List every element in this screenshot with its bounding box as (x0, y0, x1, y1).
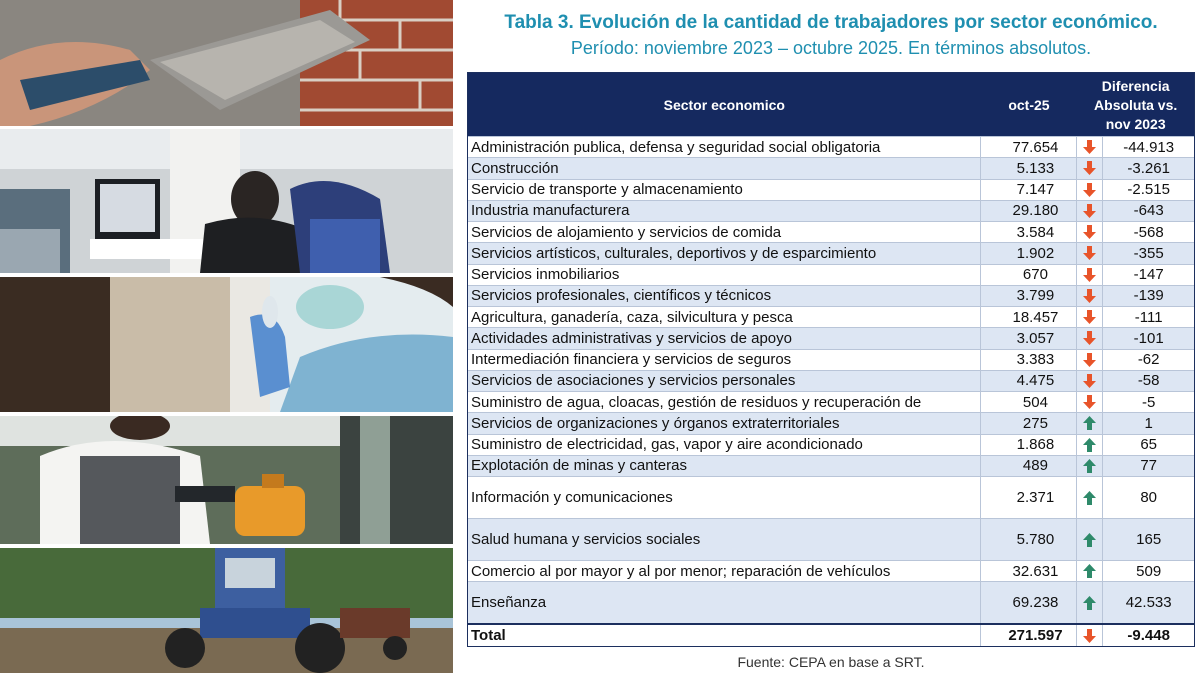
table-row (468, 412, 1194, 433)
oct25-value: 3.383 (981, 350, 1078, 370)
sector-name: Comercio al por mayor y al por menor; reparación de vehículos (468, 561, 981, 581)
table-row (468, 391, 1194, 412)
healthcare-worker-mask-photo (0, 277, 453, 412)
header-sector: Sector economico (663, 96, 785, 113)
diff-value: -3.261 (1127, 159, 1170, 177)
table-total-row (468, 623, 1194, 646)
oct25-value: 1.868 (981, 435, 1078, 455)
sector-name: Salud humana y servicios sociales (468, 519, 981, 560)
header-diff (1077, 73, 1194, 136)
trend-up-icon (1077, 582, 1103, 623)
header-oct25: oct-25 (1008, 96, 1050, 113)
trend-down-icon (1077, 265, 1103, 285)
sector-name: Servicios de organizaciones y órganos extraterritoriales (468, 413, 981, 433)
trend-down-icon (1077, 392, 1103, 412)
oct25-value: 4.475 (981, 371, 1078, 391)
sector-name: Administración publica, defensa y seguridad social obligatoria (468, 137, 981, 157)
table-title (466, 10, 1196, 60)
table-row (468, 455, 1194, 476)
table-row (468, 242, 1194, 263)
table-row (468, 264, 1194, 285)
table-body (468, 136, 1194, 623)
oct25-value: 18.457 (981, 307, 1078, 327)
oct25-value: 3.584 (981, 222, 1078, 242)
trend-down-icon (1077, 137, 1103, 157)
table-row (468, 179, 1194, 200)
sector-name: Enseñanza (468, 582, 981, 623)
table-row (468, 434, 1194, 455)
oct25-value: 29.180 (981, 201, 1078, 221)
diff-value: 1 (1144, 414, 1153, 432)
sector-name: Construcción (468, 158, 981, 178)
total-diff: -9.448 (1127, 627, 1170, 645)
diff-value: -139 (1133, 287, 1164, 305)
diff-value: -5 (1141, 393, 1156, 411)
oct25-value: 5.133 (981, 158, 1078, 178)
sector-name: Servicios de alojamiento y servicios de comida (468, 222, 981, 242)
trend-up-icon (1077, 561, 1103, 581)
oct25-value: 1.902 (981, 243, 1078, 263)
trend-up-icon (1077, 477, 1103, 518)
trend-down-icon (1077, 371, 1103, 391)
oct25-value: 69.238 (981, 582, 1078, 623)
diff-value: -568 (1133, 223, 1164, 241)
table-row (468, 285, 1194, 306)
trend-up-icon (1077, 435, 1103, 455)
oct25-value: 32.631 (981, 561, 1078, 581)
diff-value: 65 (1140, 436, 1157, 454)
oct25-value: 670 (981, 265, 1078, 285)
oct25-value: 2.371 (981, 477, 1078, 518)
diff-value: 77 (1140, 457, 1157, 475)
diff-value: -62 (1137, 351, 1160, 369)
diff-value: 509 (1136, 562, 1162, 580)
oct25-value: 489 (981, 456, 1078, 476)
diff-value: -111 (1134, 308, 1163, 326)
table-row (468, 581, 1194, 623)
sector-name: Explotación de minas y canteras (468, 456, 981, 476)
table-row (468, 200, 1194, 221)
title-line-1: Tabla 3. Evolución de la cantidad de trabajadores por sector económico. (504, 12, 1158, 33)
sector-name: Industria manufacturera (468, 201, 981, 221)
table-header (468, 73, 1194, 136)
sector-name: Servicios inmobiliarios (468, 265, 981, 285)
diff-value: -355 (1133, 244, 1164, 262)
construction-worker-trowel-photo (0, 0, 453, 126)
sector-name: Servicio de transporte y almacenamiento (468, 180, 981, 200)
sector-name: Servicios artísticos, culturales, deportivos y de esparcimiento (468, 243, 981, 263)
diff-value: -147 (1133, 266, 1164, 284)
diff-value: -2.515 (1127, 181, 1170, 199)
table-row (468, 157, 1194, 178)
trend-up-icon (1077, 413, 1103, 433)
diff-value: -44.913 (1123, 138, 1175, 156)
diff-value: -643 (1133, 202, 1164, 220)
table-row (468, 370, 1194, 391)
table-row (468, 306, 1194, 327)
sector-name: Información y comunicaciones (468, 477, 981, 518)
trend-up-icon (1077, 456, 1103, 476)
trend-down-icon (1077, 222, 1103, 242)
diff-value: -101 (1133, 329, 1164, 347)
trend-down-icon (1077, 201, 1103, 221)
table-row (468, 327, 1194, 348)
header-diff-line-3: nov 2023 (1105, 116, 1166, 132)
oct25-value: 5.780 (981, 519, 1078, 560)
sector-name: Agricultura, ganadería, caza, silvicultura y pesca (468, 307, 981, 327)
header-diff-line-1: Diferencia (1101, 78, 1170, 94)
retail-worker-scanner-photo (0, 416, 453, 544)
oct25-value: 504 (981, 392, 1078, 412)
header-diff-line-2: Absoluta vs. (1094, 97, 1178, 113)
trend-down-icon (1077, 328, 1103, 348)
trend-down-icon (1077, 625, 1103, 646)
diff-value: 165 (1136, 531, 1162, 548)
table-row (468, 518, 1194, 560)
trend-down-icon (1077, 307, 1103, 327)
diff-value: 42.533 (1125, 594, 1172, 612)
sector-name: Servicios profesionales, científicos y técnicos (468, 286, 981, 306)
title-line-2: Período: noviembre 2023 – octubre 2025. En términos absolutos. (570, 38, 1092, 58)
trend-down-icon (1077, 158, 1103, 178)
total-label: Total (468, 625, 981, 646)
oct25-value: 7.147 (981, 180, 1078, 200)
tractor-field-photo (0, 548, 453, 673)
oct25-value: 275 (981, 413, 1078, 433)
sector-name: Suministro de electricidad, gas, vapor y aire acondicionado (468, 435, 981, 455)
oct25-value: 77.654 (981, 137, 1078, 157)
table-row (468, 221, 1194, 242)
total-oct25: 271.597 (981, 625, 1078, 646)
trend-down-icon (1077, 286, 1103, 306)
sector-name: Servicios de asociaciones y servicios personales (468, 371, 981, 391)
workers-by-sector-table (467, 72, 1195, 647)
photo-collage (0, 0, 455, 675)
oct25-value: 3.799 (981, 286, 1078, 306)
diff-value: 80 (1140, 489, 1157, 506)
trend-down-icon (1077, 350, 1103, 370)
sector-name: Intermediación financiera y servicios de seguros (468, 350, 981, 370)
trend-down-icon (1077, 243, 1103, 263)
trend-up-icon (1077, 519, 1103, 560)
table-row (468, 349, 1194, 370)
table-row (468, 560, 1194, 581)
table-row (468, 476, 1194, 518)
source-note: Fuente: CEPA en base a SRT. (737, 654, 925, 670)
table-row (468, 136, 1194, 157)
trend-down-icon (1077, 180, 1103, 200)
sector-name: Actividades administrativas y servicios de apoyo (468, 328, 981, 348)
office-workers-computers-photo (0, 129, 453, 273)
diff-value: -58 (1137, 372, 1160, 390)
sector-name: Suministro de agua, cloacas, gestión de residuos y recuperación de (468, 392, 981, 412)
oct25-value: 3.057 (981, 328, 1078, 348)
